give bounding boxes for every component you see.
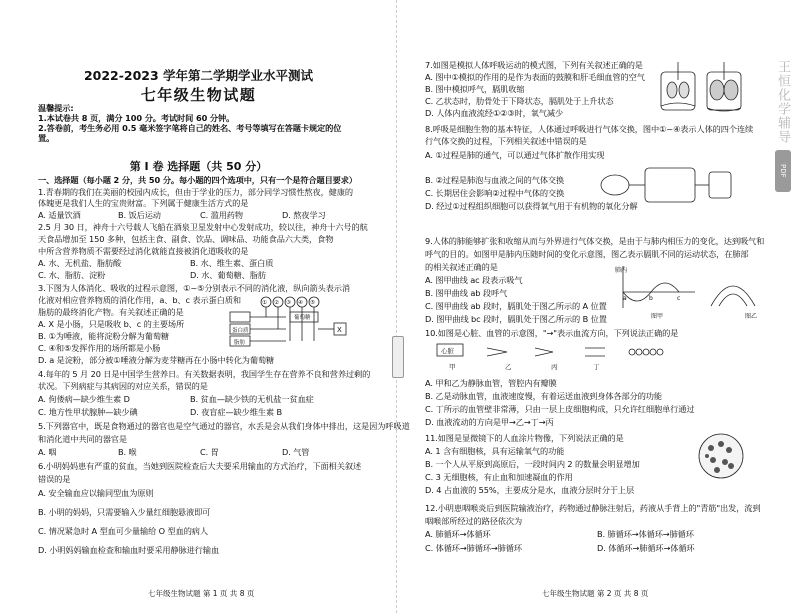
q12-option-b: B. 肺循环→体循环→肺循环 <box>597 529 694 539</box>
vessel-label-ding: 丁 <box>593 363 600 371</box>
q3-option-d: D. a 是淀粉，部分被①唾液分解为麦芽糖再在小肠中转化为葡萄糖 <box>38 355 275 365</box>
q11-option-a: A. 1 含有细胞核，具有运输氧气的功能 <box>425 446 565 456</box>
question-6-stem: 6.小明妈妈患有严重的贫血，当她到医院检查后大夫要采用输血的方式治疗，下面相关叙述 <box>38 461 362 471</box>
question-11-stem: 11.如图是显微镜下的人血涂片物像，下列说法正确的是 <box>425 433 624 443</box>
fat-label: 脂肪 <box>234 340 246 346</box>
blood-smear-figure <box>697 432 745 480</box>
q3-option-c: C. ④和⑤发挥作用的场所都是小肠 <box>38 343 161 353</box>
question-9-stem: 9.人体的肺能够扩张和收缩从而与外界进行气体交换，是由于与肺内相压力的变化，达到吸气和 <box>425 236 765 246</box>
q7-option-b: B. 图中模拟呼气，膈肌收缩 <box>425 84 525 94</box>
notice-line-2: 2.答卷前，考生务必用 0.5 毫米签字笔将自己的姓名、考号等填写在答题卡规定的位 <box>38 123 342 133</box>
question-9-stem-3: 的相关叙述正确的是 <box>425 262 498 272</box>
exam-subtitle: 七年级生物试题 <box>140 86 257 104</box>
vessel-jia <box>487 348 507 356</box>
x-label: X <box>337 326 342 334</box>
protein-label: 蛋白质 <box>232 328 249 334</box>
q9-option-c: C. 图甲曲线 ab 段时，膈肌处于图乙所示的 A 位置 <box>425 301 607 311</box>
heart-label: 心脏 <box>441 347 454 355</box>
q11-option-b: B. 一个人从平原到高原后，一段时间内 2 的数量会明显增加 <box>425 459 640 469</box>
exam-title: 2022-2023 学年第二学期学业水平测试 <box>83 68 314 83</box>
digestion-diagram <box>228 294 358 352</box>
q5-option-b: B. 喉 <box>118 447 137 457</box>
vessel-label-jia: 甲 <box>449 363 456 371</box>
q6-option-c: C. 情况紧急时 A 型血可少量输给 O 型血的病人 <box>38 526 208 536</box>
tissue-cell <box>709 172 731 198</box>
fig9-label-yi: 图乙 <box>745 313 758 320</box>
question-3-stem: 3.下图为人体消化、吸收的过程示意图，①~⑤分别表示不同的消化液，纵向箭头表示消 <box>38 283 350 293</box>
q9-option-a: A. 图甲曲线 ac 段表示吸气 <box>425 275 523 285</box>
q4-option-b: B. 贫血—缺少铁的无机盐一贫血症 <box>190 394 314 404</box>
question-3-stem-3: 脂肪的最终消化产物。有关叙述正确的是 <box>38 307 184 317</box>
vessel-label-bing: 丙 <box>551 363 558 371</box>
question-4-stem: 4.每年的 5 月 20 日是中国学生营养日。有关数据表明，我国学生存在营养不良和营养过剩的 <box>38 369 371 379</box>
fig9-label-jia: 图甲 <box>651 313 664 320</box>
notice-line-3: 置。 <box>38 133 55 143</box>
q6-option-a: A. 安全输血应以输同型血为原则 <box>38 488 154 498</box>
q6-option-b: B. 小明的妈妈，只需要输入少量红细胞悬液即可 <box>38 507 211 517</box>
q2-option-a: A. 水、无机盐、脂肪酸 <box>38 258 122 268</box>
lung-pressure-figure <box>615 262 775 324</box>
q11-option-d: D. 4 占血液的 55%，主要成分是水，血液分层时分于上层 <box>425 485 635 495</box>
question-section-instructions: 一、选择题（每小题 2 分，共 50 分。每小题的四个选项中，只有一个是符合题目要求） <box>38 175 357 185</box>
circulation-loop <box>645 168 695 202</box>
question-5-stem-2: 和消化道中共同的器官是 <box>38 434 127 444</box>
q5-option-c: C. 胃 <box>200 447 219 457</box>
question-8-stem: 8.呼吸是细胞生物的基本特征，人体通过呼吸进行气体交换，图中①~④表示人体的四个连续 <box>425 124 754 134</box>
watermark-text: 王恒化学辅导 <box>775 60 790 144</box>
q10-option-a: A. 甲和乙为静脉血管，管腔内有瓣膜 <box>425 378 557 388</box>
nutrient-box-1 <box>230 312 250 322</box>
exam-page-2 <box>397 0 794 613</box>
q8-option-b: B. ②过程是肺泡与血液之间的气体交换 <box>425 175 565 185</box>
q4-option-c: C. 地方性甲状腺肿—缺少碘 <box>38 407 138 417</box>
q10-option-d: D. 血液流动的方向是甲→乙→丁→丙 <box>425 417 554 427</box>
q1-option-a: A. 适量饮酒 <box>38 210 81 220</box>
section-heading: 第 I 卷 选择题（共 50 分） <box>129 160 268 173</box>
q6-option-d: D. 小明妈妈输血检查和输血时要采用静脉进行输血 <box>38 545 220 555</box>
q2-option-d: D. 水、葡萄糖、脂肪 <box>190 270 266 280</box>
q3-option-b: B. ①为唾液，能将淀粉分解为葡萄糖 <box>38 331 169 341</box>
q8-option-a: A. ①过程是肺的通气，可以通过气体扩散作用实现 <box>425 150 605 160</box>
fig9-point-b: b <box>649 295 653 302</box>
page-2-footer: 七年级生物试题 第 2 页 共 8 页 <box>542 589 649 598</box>
q8-option-d: D. 经过①过程组织细胞可以获得氧气用于有机物的氧化分解 <box>425 201 638 211</box>
vessel-yi <box>535 348 553 356</box>
lung-shape <box>601 175 629 195</box>
page-1-footer: 七年级生物试题 第 1 页 共 8 页 <box>148 589 255 598</box>
watermark-badge: PDF <box>775 150 791 192</box>
q2-option-c: C. 水、脂肪、淀粉 <box>38 270 106 280</box>
circle-label-5: ⑤ <box>310 300 315 306</box>
q10-option-c: C. 丁所示的血管壁非常薄，只由一层上皮细胞构成，只允许红细胞单行通过 <box>425 404 695 414</box>
question-12-stem-2: 咽喉部所经过的路径依次为 <box>425 516 523 526</box>
question-12-stem: 12.小明患咽喉炎后到医院输液治疗，药物通过静脉注射后，药液从手背上的"青筋"出发，流到 <box>425 503 761 513</box>
circle-label-4: ④ <box>298 300 303 306</box>
fig9-ylabel: 肺内 <box>615 267 628 274</box>
q12-option-d: D. 体循环→肺循环→体循环 <box>597 543 695 553</box>
circle-label-1: ① <box>262 300 267 306</box>
diaphragm-dome <box>711 286 755 306</box>
circle-label-2: ② <box>274 300 279 306</box>
q5-option-d: D. 气管 <box>282 447 310 457</box>
q10-option-b: B. 乙是动脉血管，血液速度慢，有着运送血液到身体各部分的功能 <box>425 391 662 401</box>
q5-option-a: A. 咽 <box>38 447 57 457</box>
question-2-stem-2: 天食品增加至 150 多种，包括主食、副食、饮品、调味品、功能食品六大类，食物 <box>38 234 334 244</box>
notice-line-1: 1.本试卷共 8 页，满分 100 分。考试时间 60 分钟。 <box>38 113 235 123</box>
q1-option-b: B. 饭后运动 <box>118 210 161 220</box>
q7-option-c: C. 乙状态时，肋骨处于下降状态，膈肌处于上升状态 <box>425 96 614 106</box>
vessel-label-yi: 乙 <box>505 363 512 371</box>
question-7-stem: 7.如图是模拟人体呼吸运动的模式图，下列有关叙述正确的是 <box>425 60 643 70</box>
question-10-stem: 10.如图是心脏、血管的示意图，"→"表示血流方向，下列说法正确的是 <box>425 328 679 338</box>
question-2-stem-3: 中所含营养物质不需要经过消化就能直接被消化道吸收的是 <box>38 246 249 256</box>
question-2-stem: 2.5 月 30 日，神舟十六号载人飞船在酒泉卫星发射中心发射成功，较以往，神舟十六号的航 <box>38 222 368 232</box>
q9-option-d: D. 图甲曲线 bc 段时，膈肌处于图乙所示的 B 位置 <box>425 314 607 324</box>
question-4-stem-2: 状况。下列病症与其病因的对应关系，错误的是 <box>38 381 208 391</box>
q12-option-a: A. 肺循环→体循环 <box>425 529 491 539</box>
question-3-stem-2: 化液对相应营养物质的消化作用，a、b、c 表示蛋白质和 <box>38 295 241 305</box>
q7-option-d: D. 人体内血液流经①②③时，氧气减少 <box>425 108 564 118</box>
question-5-stem: 5.下列器官中，既是食物通过的器官也是空气通过的器官，水丢是会从我们身体中排出，这是因为呼吸道 <box>38 421 410 431</box>
q2-option-b: B. 水、维生素、蛋白质 <box>190 258 274 268</box>
q12-option-c: C. 体循环→肺循环→肺循环 <box>425 543 522 553</box>
gas-exchange-figure <box>597 150 747 220</box>
fig9-point-c: c <box>677 295 681 302</box>
vessel-figure <box>427 342 687 372</box>
q8-option-c: C. 长期居住会影响②过程中气体的交换 <box>425 188 565 198</box>
q11-option-c: C. 3 无细胞核，有止血和加速凝血的作用 <box>425 472 573 482</box>
q1-option-d: D. 熬夜学习 <box>282 210 326 220</box>
question-1-stem: 1.青春期的我们在美丽的校园内成长，但由于学业的压力，部分同学习惯性熬夜，健康的 <box>38 187 353 197</box>
question-6-stem-2: 错误的是 <box>38 474 71 484</box>
fig9-point-a: a <box>623 295 627 302</box>
question-9-stem-2: 呼气的目的。如图甲是肺内压随时间的变化示意图，图乙表示膈肌不同的运动状态，在肺部 <box>425 249 749 259</box>
glucose-label: 葡萄糖 <box>294 315 311 321</box>
question-1-stem-2: 体魄更是我们人生的宝贵财富。下列属于健康生活方式的是 <box>38 198 249 208</box>
breathing-model-figure <box>657 60 749 118</box>
q9-option-b: B. 图甲曲线 ab 段呼气 <box>425 288 508 298</box>
notice-heading: 温馨提示: <box>38 103 74 113</box>
q1-option-c: C. 滥用药物 <box>200 210 243 220</box>
q4-option-a: A. 佝偻病—缺少维生素 D <box>38 394 130 404</box>
question-8-stem-2: 行气体交换的过程，下列相关叙述中错误的是 <box>425 136 587 146</box>
q4-option-d: D. 夜盲症—缺少维生素 B <box>190 407 283 417</box>
circle-label-3: ③ <box>286 300 291 306</box>
q3-option-a: A. X 是小肠，只是吸收 b、c 的主要场所 <box>38 319 185 329</box>
q7-option-a: A. 图中①模拟的作用的是作为表面的鼓膜和肝毛细血管的空气 <box>425 72 645 82</box>
